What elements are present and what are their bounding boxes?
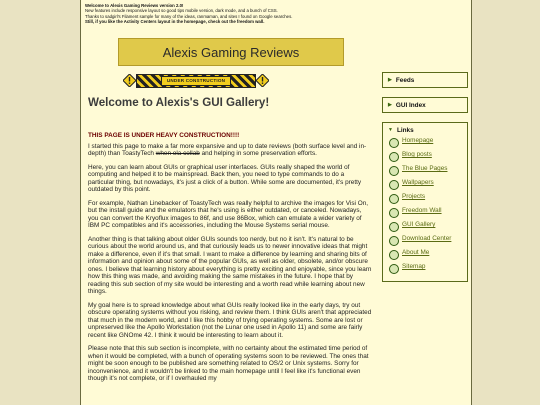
links-list [383,137,467,281]
struck-text: when ola collab [155,150,200,157]
link-wallpapers[interactable]: Wallpapers [402,179,434,186]
under-construction-label: UNDER CONSTRUCTION [161,76,231,86]
link-item[interactable] [389,193,463,204]
notice-line: Thanks to sadgirl's Filament sample for many of the ideas, ranmaman, and sites I found on Google searches. [85,13,293,19]
links-header[interactable] [383,123,467,137]
page-heading: Welcome to Alexis's GUI Gallery! [88,96,270,109]
sidebar [382,72,468,291]
link-icon [389,208,399,218]
link-blue-pages[interactable]: The Blue Pages [402,165,448,172]
update-notice [85,3,465,25]
paragraph: My goal here is to spread knowledge about what GUIs really looked like in the early days, try out obscure operating systems without you risking, and review them. I think GUIs aren't that appreciated that much in the modern world, and I like this hobby of trying operating systems. Some are lost or unpreserved like the Apollo Workstation (not the Lunar one used in Apollo 11) and some are fairly recent like GNOme 42. I think it would be interesting to learn about it. [88,301,372,339]
gui-index-header[interactable] [383,98,467,112]
paragraph: Another thing is that talking about older GUIs sounds too nerdy, but no it isn't. It's natural to be curious about the world around us, and that curiously leads us to newer innovative ideas that might make a difference, even if it's that small. I want to make a difference by learning and sharing bits of information and opinion about some of the popular GUIs, as well as older, obsolete, and/or obscure ones. I believe that learning history about everything is pretty exciting and enjoyable, since you learn how this thing was made, and avoiding making the same mistakes in the future. I hope that by reading this sub section of my site would be interesting and a worth read while learning about new things. [88,235,372,295]
link-icon [389,250,399,260]
link-item[interactable] [389,151,463,162]
feeds-header[interactable] [383,73,467,87]
links-box [382,122,468,282]
link-item[interactable] [389,221,463,232]
link-blog-posts[interactable]: Blog posts [402,151,432,158]
link-icon [389,180,399,190]
main-content [88,96,372,389]
notice-line: New features include responsive layout so good tips mobile version, dark mode, and a bunch of CSS. [85,8,278,14]
link-item[interactable] [389,207,463,218]
triangle-down-icon: ▼ [388,127,393,133]
paragraph: Here, you can learn about GUIs or graphical user interfaces. GUIs really shaped the world of computing and helped it to be mainspread. Back then, you need to type commands to do a particular thing, but nowadays, it's just a click of a button. While some are documented, it's pretty outdated by this point. [88,163,362,193]
link-icon [389,236,399,246]
intro-paragraph [88,143,372,158]
link-about-me[interactable]: About Me [402,249,430,256]
link-item[interactable] [389,137,463,148]
paragraph: For example, Nathan Linebacker of ToastyTech was really helpful to archive the images for Visi On, but the install guide and the emulators that he's using is either outdated, or canceled. Nowadays, you can convert the Kryoflux images to 86f, and use 86Box, which can emulate a wider variety of IBM PC compatibles and it's accessories, including the Mouse Systems serial mouse. [88,199,369,229]
link-item[interactable] [389,165,463,176]
link-item[interactable] [389,263,463,274]
intro-text-end: and helping in some preservation efforts. [199,150,317,157]
link-icon [389,264,399,274]
paragraph: Please note that this sub section is incomplete, with no certainty about the estimated time period of when it would be completed, with a bunch of operating systems soon to be reviewed. The ones that might be soon enough to be published are something related to OS/2 or Unix systems. Sorry for inconvenience, and it wouldn't be linked to the main homepage until I feel like it's functional even though it's not complete, or if I overhauled my [88,345,369,382]
link-icon [389,152,399,162]
link-sitemap[interactable]: Sitemap [402,263,426,270]
link-icon [389,138,399,148]
gui-index-label: GUI Index [395,101,426,109]
feeds-box[interactable] [382,72,468,88]
link-gui-gallery[interactable]: GUI Gallery [402,221,436,228]
site-title: Alexis Gaming Reviews [162,44,300,60]
link-icon [389,222,399,232]
feeds-label: Feeds [395,76,415,84]
link-freedom-wall[interactable]: Freedom Wall [402,207,442,214]
link-projects[interactable]: Projects [402,193,426,200]
construction-warning: THIS PAGE IS UNDER HEAVY CONSTRUCTION!!!! [88,132,240,139]
warning-icon [256,74,269,87]
under-construction-bar [136,74,256,88]
links-label: Links [396,126,414,134]
warning-icon [123,74,136,87]
link-item[interactable] [389,179,463,190]
link-homepage[interactable]: Homepage [402,137,434,144]
triangle-right-icon: ▶ [388,77,392,83]
gui-index-box[interactable] [382,97,468,113]
link-download-center[interactable]: Download Center [402,235,452,242]
link-icon [389,194,399,204]
notice-title: Welcome to Alexis Gaming Reviews version 2.0! [85,3,184,8]
site-banner[interactable] [118,38,344,66]
link-item[interactable] [389,249,463,260]
notice-line: Still, if you like the Activity Centers layout in the homepage, check out the freedom wall. [85,19,265,25]
triangle-right-icon: ▶ [388,102,392,108]
link-item[interactable] [389,235,463,246]
intro-text: I started this page to make a far more expansive and up to date reviews (both surface level and in-depth) than ToastyTech [88,142,367,157]
link-icon [389,166,399,176]
